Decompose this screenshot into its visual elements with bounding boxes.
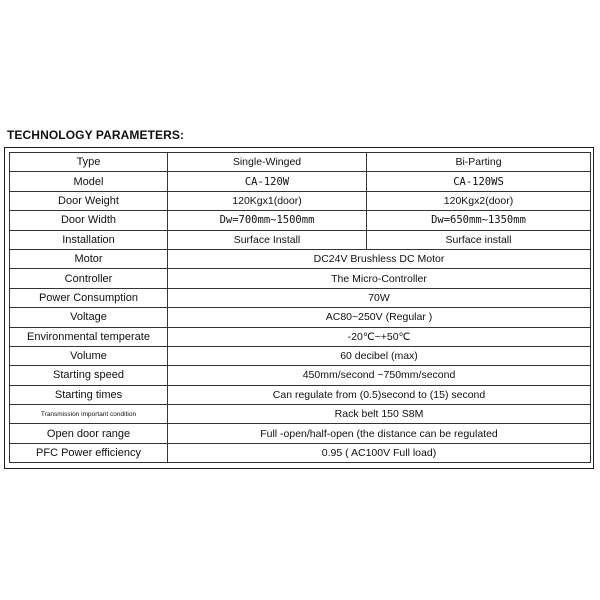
bi-parting-value: Dw=650mm~1350mm bbox=[367, 211, 591, 230]
table-row-starting-speed bbox=[10, 366, 591, 385]
table-row-controller bbox=[10, 269, 591, 288]
single-winged-value: 120Kgx1(door) bbox=[168, 191, 367, 210]
table-row-pfc bbox=[10, 443, 591, 462]
row-label: Starting speed bbox=[10, 366, 168, 385]
row-label: Starting times bbox=[10, 385, 168, 404]
table-row-volume bbox=[10, 346, 591, 365]
row-value: -20℃~+50℃ bbox=[168, 327, 591, 346]
bi-parting-value: CA-120WS bbox=[367, 172, 591, 191]
table-row-transmission bbox=[10, 405, 591, 424]
row-label: Transmission important condition bbox=[10, 405, 168, 424]
table-row-type bbox=[10, 153, 591, 172]
row-label: PFC Power efficiency bbox=[10, 443, 168, 462]
page-title: TECHNOLOGY PARAMETERS: bbox=[7, 128, 185, 142]
row-value: 450mm/second ~750mm/second bbox=[168, 366, 591, 385]
row-label: Voltage bbox=[10, 308, 168, 327]
row-value: 60 decibel (max) bbox=[168, 346, 591, 365]
table-row-motor bbox=[10, 249, 591, 268]
table-row-voltage bbox=[10, 308, 591, 327]
row-value: DC24V Brushless DC Motor bbox=[168, 249, 591, 268]
row-value: Rack belt 150 S8M bbox=[168, 405, 591, 424]
table-row-model bbox=[10, 172, 591, 191]
single-winged-value: Surface Install bbox=[168, 230, 367, 249]
row-label: Power Consumption bbox=[10, 288, 168, 307]
bi-parting-value: 120Kgx2(door) bbox=[367, 191, 591, 210]
single-winged-value: Dw=700mm~1500mm bbox=[168, 211, 367, 230]
row-value: Can regulate from (0.5)second to (15) second bbox=[168, 385, 591, 404]
single-winged-value: Single-Winged bbox=[168, 153, 367, 172]
row-label: Door Weight bbox=[10, 191, 168, 210]
bi-parting-value: Surface install bbox=[367, 230, 591, 249]
table-row-power-consumption bbox=[10, 288, 591, 307]
table-row-starting-times bbox=[10, 385, 591, 404]
row-label: Motor bbox=[10, 249, 168, 268]
row-label: Open door range bbox=[10, 424, 168, 443]
table-row-open-door-range bbox=[10, 424, 591, 443]
table-row-environmental bbox=[10, 327, 591, 346]
table-row-door-weight bbox=[10, 191, 591, 210]
row-label: Volume bbox=[10, 346, 168, 365]
table-row-installation bbox=[10, 230, 591, 249]
row-value: 70W bbox=[168, 288, 591, 307]
row-label: Door Width bbox=[10, 211, 168, 230]
single-winged-value: CA-120W bbox=[168, 172, 367, 191]
row-label: Controller bbox=[10, 269, 168, 288]
bi-parting-value: Bi-Parting bbox=[367, 153, 591, 172]
row-label: Type bbox=[10, 153, 168, 172]
row-label: Installation bbox=[10, 230, 168, 249]
row-value: Full -open/half-open (the distance can be regulated bbox=[168, 424, 591, 443]
row-label: Model bbox=[10, 172, 168, 191]
row-value: 0.95 ( AC100V Full load) bbox=[168, 443, 591, 462]
row-value: The Micro-Controller bbox=[168, 269, 591, 288]
row-label: Environmental temperate bbox=[10, 327, 168, 346]
row-value: AC80~250V (Regular ) bbox=[168, 308, 591, 327]
parameters-table bbox=[9, 152, 591, 463]
table-row-door-width bbox=[10, 211, 591, 230]
